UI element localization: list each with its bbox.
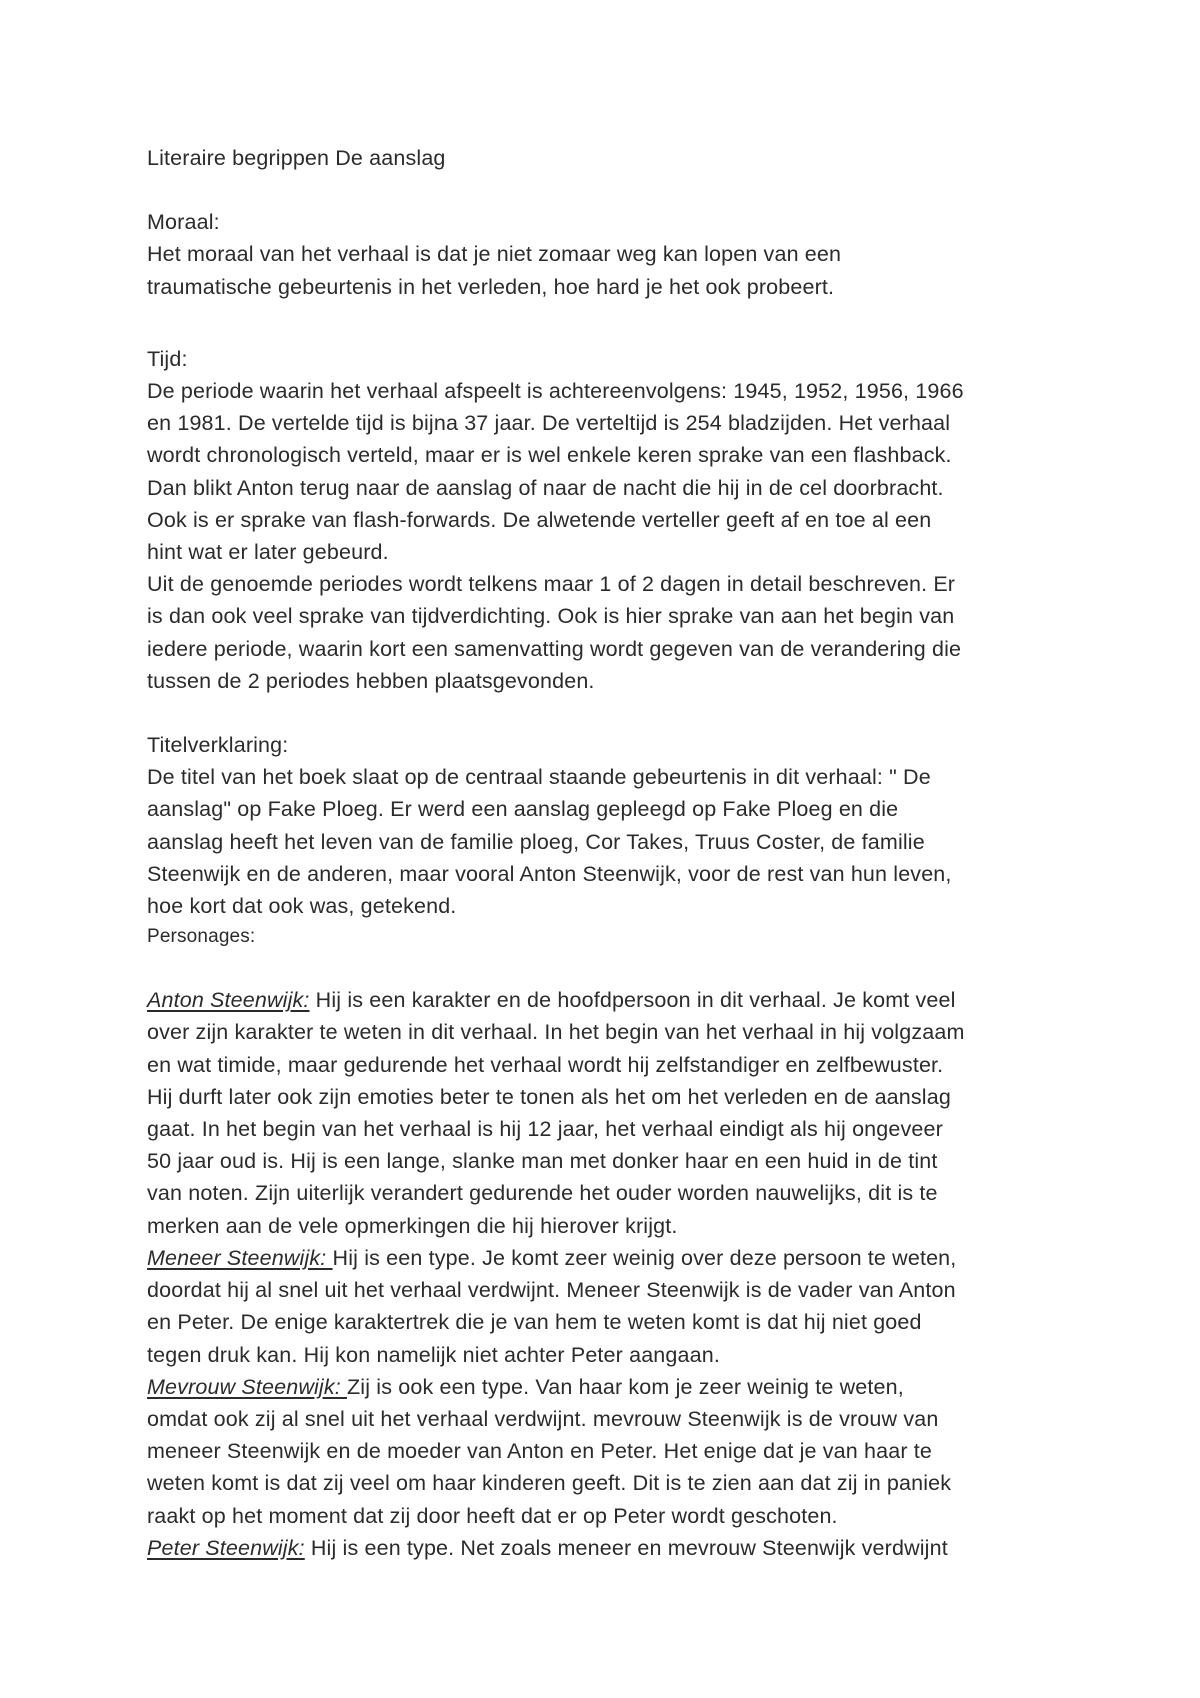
tijd-line: hint wat er later gebeurd. (147, 540, 389, 565)
tijd-line: Uit de genoemde periodes wordt telkens maar 1 of 2 dagen in detail beschreven. Er (147, 572, 956, 597)
anton-line: over zijn karakter te weten in dit verhaal. In het begin van het verhaal in hij volgzaam (147, 1020, 965, 1045)
spacer (147, 174, 1067, 206)
spacer (147, 952, 1067, 984)
spacer (147, 697, 1067, 729)
personages-heading: Personages: (147, 926, 256, 948)
document-title: Literaire begrippen De aanslag (147, 146, 446, 170)
tijd-heading: Tijd: (147, 346, 188, 371)
tijd-line: en 1981. De vertelde tijd is bijna 37 jaar. De verteltijd is 254 bladzijden. Het verhaal (147, 411, 951, 436)
titelverklaring-line: aanslag" op Fake Ploeg. Er werd een aanslag gepleegd op Fake Ploeg en die (147, 797, 899, 822)
tijd-line: tussen de 2 periodes hebben plaatsgevonden. (147, 668, 595, 693)
anton-line: 50 jaar oud is. Hij is een lange, slanke man met donker haar en een huid in de tint (147, 1149, 938, 1174)
peter-text: Hij is een type. Net zoals meneer en mevrouw Steenwijk verdwijnt (304, 1535, 948, 1560)
document-page (147, 142, 1067, 1564)
anton-line: gaat. In het begin van het verhaal is hij 12 jaar, het verhaal eindigt als hij ongeveer (147, 1117, 943, 1142)
anton-line: Hij durft later ook zijn emoties beter te tonen als het om het verleden en de aanslag (147, 1084, 951, 1109)
moraal-line: Het moraal van het verhaal is dat je niet zomaar weg kan lopen van een (147, 242, 842, 267)
anton-line: merken aan de vele opmerkingen die hij hierover krijgt. (147, 1213, 678, 1238)
tijd-line: wordt chronologisch verteld, maar er is wel enkele keren sprake van een flashback. (147, 443, 952, 468)
meneer-text: Hij is een type. Je komt zeer weinig over deze persoon te weten, (332, 1245, 957, 1270)
titelverklaring-line: De titel van het boek slaat op de centraal staande gebeurtenis in dit verhaal: " De (147, 765, 931, 790)
tijd-line: is dan ook veel sprake van tijdverdichting. Ook is hier sprake van aan het begin van (147, 604, 955, 629)
peter-name: Peter Steenwijk: (147, 1535, 305, 1560)
moraal-line: traumatische gebeurtenis in het verleden, hoe hard je het ook probeert. (147, 274, 835, 299)
meneer-paragraph-first-line (147, 1242, 1067, 1274)
mevrouw-line: meneer Steenwijk en de moeder van Anton en Peter. Het enige dat je van haar te (147, 1439, 933, 1464)
titelverklaring-line: hoe kort dat ook was, getekend. (147, 894, 457, 919)
anton-name: Anton Steenwijk: (147, 988, 310, 1013)
mevrouw-line: omdat ook zij al snel uit het verhaal verdwijnt. mevrouw Steenwijk is de vrouw van (147, 1406, 939, 1431)
tijd-line: Ook is er sprake van flash-forwards. De alwetende verteller geeft af en toe al een (147, 507, 932, 532)
meneer-name: Meneer Steenwijk: (147, 1245, 333, 1270)
meneer-line: en Peter. De enige karaktertrek die je van hem te weten komt is dat hij niet goed (147, 1310, 922, 1335)
titelverklaring-heading: Titelverklaring: (147, 733, 289, 758)
titelverklaring-line: Steenwijk en de anderen, maar vooral Anton Steenwijk, voor de rest van hun leven, (147, 861, 952, 886)
titelverklaring-line: aanslag heeft het leven van de familie ploeg, Cor Takes, Truus Coster, de familie (147, 829, 925, 854)
mevrouw-paragraph-first-line (147, 1371, 1067, 1403)
mevrouw-line: weten komt is dat zij veel om haar kinderen geeft. Dit is te zien aan dat zij in paniek (147, 1471, 952, 1496)
moraal-heading: Moraal: (147, 210, 220, 235)
meneer-line: tegen druk kan. Hij kon namelijk niet achter Peter aangaan. (147, 1342, 720, 1367)
mevrouw-text: Zij is ook een type. Van haar kom je zeer weinig te weten, (347, 1374, 904, 1399)
peter-paragraph-first-line (147, 1532, 1067, 1564)
tijd-line: iedere periode, waarin kort een samenvatting wordt gegeven van de verandering die (147, 636, 962, 661)
tijd-line: De periode waarin het verhaal afspeelt is achtereenvolgens: 1945, 1952, 1956, 1966 (147, 379, 964, 404)
tijd-line: Dan blikt Anton terug naar de aanslag of naar de nacht die hij in de cel doorbracht. (147, 475, 944, 500)
meneer-line: doordat hij al snel uit het verhaal verdwijnt. Meneer Steenwijk is de vader van Anton (147, 1278, 956, 1303)
anton-line: van noten. Zijn uiterlijk verandert gedurende het ouder worden nauwelijks, dit is te (147, 1181, 938, 1206)
anton-text: Hij is een karakter en de hoofdpersoon in dit verhaal. Je komt veel (309, 988, 956, 1013)
anton-line: en wat timide, maar gedurende het verhaal wordt hij zelfstandiger en zelfbewuster. (147, 1052, 944, 1077)
spacer (147, 303, 1067, 343)
mevrouw-name: Mevrouw Steenwijk: (147, 1374, 348, 1399)
mevrouw-line: raakt op het moment dat zij door heeft dat er op Peter wordt geschoten. (147, 1503, 838, 1528)
anton-paragraph-first-line (147, 984, 1067, 1016)
